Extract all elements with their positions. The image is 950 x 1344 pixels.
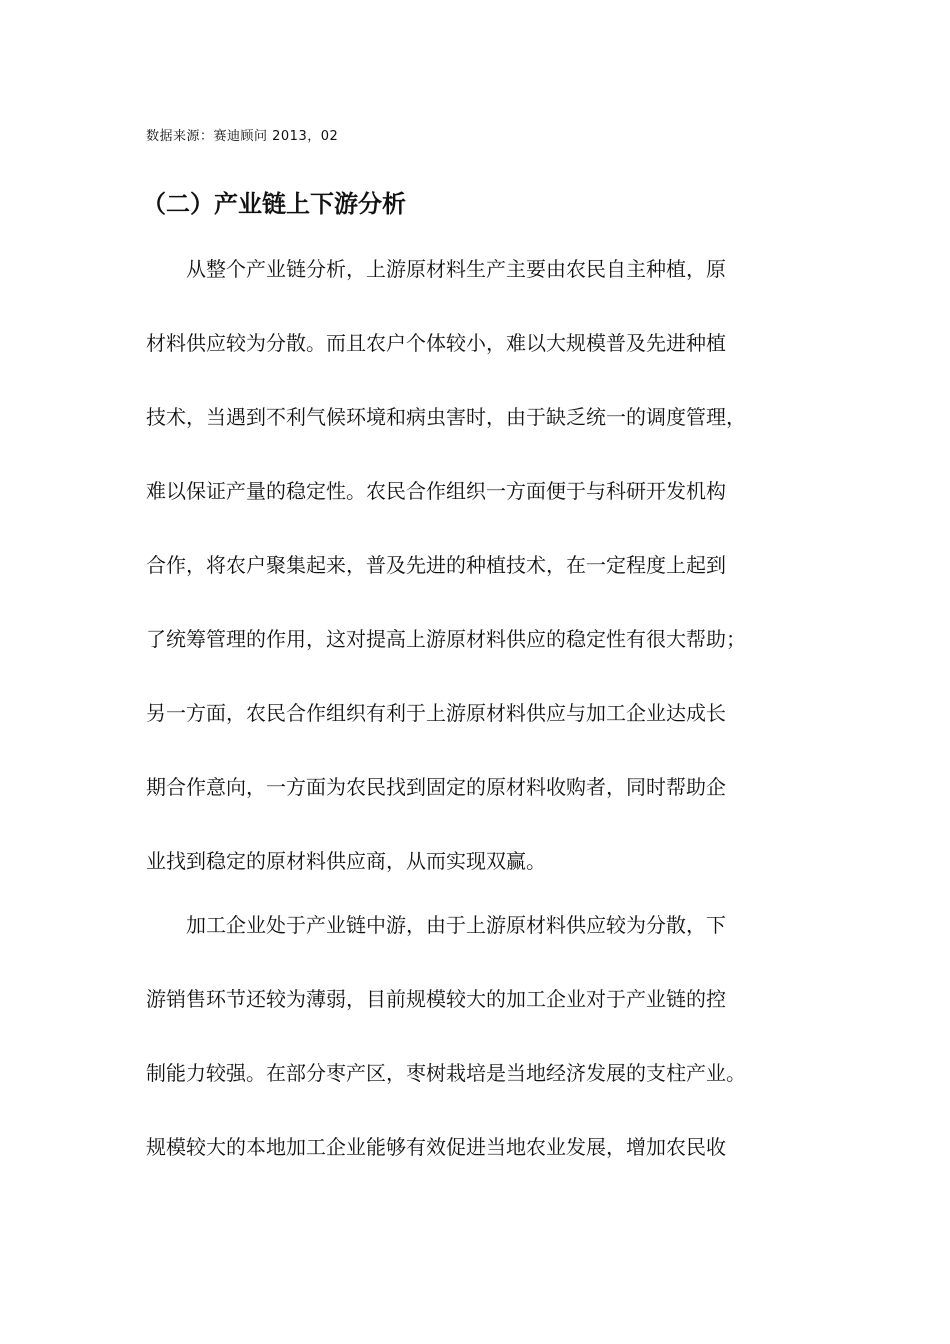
paragraph-line: 技术，当遇到不利气候环境和病虫害时，由于缺乏统一的调度管理， xyxy=(146,405,746,429)
paragraph-line: 业找到稳定的原材料供应商，从而实现双赢。 xyxy=(146,849,546,873)
paragraph-line: 材料供应较为分散。而且农户个体较小，难以大规模普及先进种植 xyxy=(146,331,726,355)
paragraph-line: 难以保证产量的稳定性。农民合作组织一方面便于与科研开发机构 xyxy=(146,479,726,503)
paragraph-line: 期合作意向，一方面为农民找到固定的原材料收购者，同时帮助企 xyxy=(146,775,726,799)
paragraph-line: 合作，将农户聚集起来，普及先进的种植技术，在一定程度上起到 xyxy=(146,553,726,577)
paragraph-line: 加工企业处于产业链中游，由于上游原材料供应较为分散，下 xyxy=(146,913,726,937)
data-source-note: 数据来源：赛迪顾问 2013，02 xyxy=(146,129,339,144)
paragraph-line: 游销售环节还较为薄弱，目前规模较大的加工企业对于产业链的控 xyxy=(146,987,726,1011)
paragraph-line: 了统筹管理的作用，这对提高上游原材料供应的稳定性有很大帮助； xyxy=(146,627,746,651)
paragraph-line: 从整个产业链分析，上游原材料生产主要由农民自主种植，原 xyxy=(146,257,726,281)
paragraph-line: 规模较大的本地加工企业能够有效促进当地农业发展，增加农民收 xyxy=(146,1135,726,1159)
paragraph-line: 另一方面，农民合作组织有利于上游原材料供应与加工企业达成长 xyxy=(146,701,726,725)
paragraph-line: 制能力较强。在部分枣产区，枣树栽培是当地经济发展的支柱产业。 xyxy=(146,1061,746,1085)
section-heading: （二）产业链上下游分析 xyxy=(142,190,406,218)
